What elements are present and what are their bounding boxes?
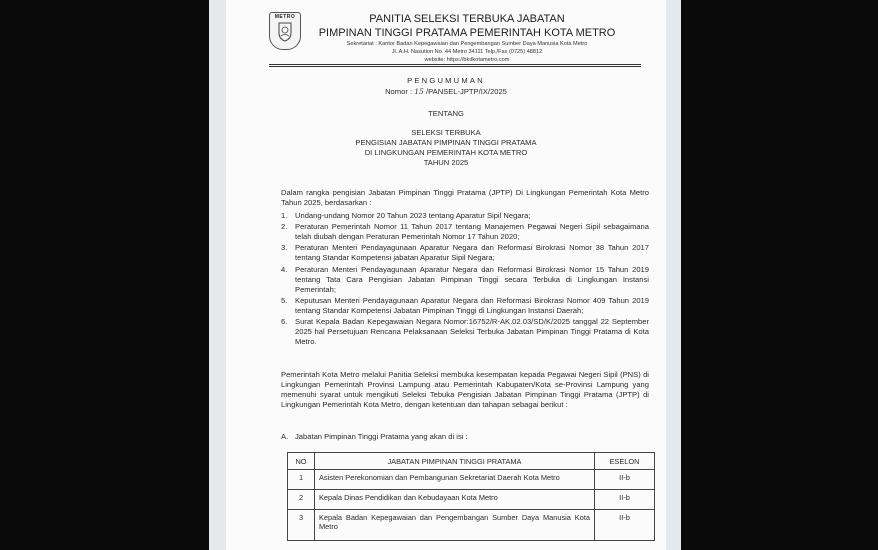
list-item-number: 6. bbox=[281, 316, 288, 326]
cell-position: Kepala Badan Kepegawaian dan Pengembangan Sumber Daya Manusia Kota Metro bbox=[315, 510, 595, 541]
list-item-number: 4. bbox=[281, 264, 288, 274]
column-header-position: JABATAN PIMPINAN TINGGI PRATAMA bbox=[315, 453, 595, 470]
list-item-text: Keputusan Menteri Pendayagunaan Aparatur Negara dan Reformasi Birokrasi Nomor 409 Tahun 2019 tentang Standar Kompetensi Jabatan Pimpinan Tinggi di Lingkungan Instansi Daerah; bbox=[295, 295, 649, 315]
list-item-text: Peraturan Pemerintah Nomor 11 Tahun 2017 tentang Manajemen Pegawai Negeri Sipil sebagaimana telah diubah dengan Peraturan Pemerintah Nomor 17 Tahun 2020; bbox=[295, 222, 649, 242]
table-header-row bbox=[288, 453, 655, 470]
cell-no: 1 bbox=[288, 470, 315, 490]
list-item-number: 3. bbox=[281, 243, 288, 253]
list-item-number: 2. bbox=[281, 222, 288, 232]
announcement-heading: PENGUMUMAN bbox=[407, 76, 485, 85]
list-item-number: 1. bbox=[281, 211, 288, 220]
table-row bbox=[288, 470, 655, 490]
cell-echelon: II-b bbox=[595, 510, 655, 541]
cell-no: 2 bbox=[288, 490, 315, 510]
intro-paragraph: Dalam rangka pengisian Jabatan Pimpinan Tinggi Pratama (JPTP) Di Lingkungan Pemerintah Kota Metro Tahun 2025, berdasarkan : bbox=[281, 188, 649, 207]
table-row bbox=[288, 510, 655, 541]
selection-paragraph: Pemerintah Kota Metro melalui Panitia Seleksi membuka kesempatan kepada Pegawai Negeri Sipil (PNS) di Lingkungan Pemerintah Provinsi Lampung atau Pemerintah Kabupaten/Kota se-Provinsi Lampung yang memenuhi syarat untuk mengikuti Seleksi Tebuka Pengisian Jabatan Pimpinan Tinggi Pratama (JPTP) di Lingkungan Pemerintah Kota Metro, dengan ketentuan dan tahapan sebagai berikut : bbox=[281, 370, 649, 409]
tentang-label: TENTANG bbox=[428, 109, 464, 118]
announcement-number bbox=[226, 87, 666, 96]
list-item bbox=[281, 296, 649, 316]
cell-echelon: II-b bbox=[595, 490, 655, 510]
list-item bbox=[281, 265, 649, 295]
emblem-icon bbox=[278, 22, 292, 42]
list-item-text: Peraturan Menteri Pendayagunaan Aparatur Negara dan Reformasi Birokrasi Nomor 38 Tahun 2017 tentang Standar Kompetensi jabatan Aparatur Sipil Negara; bbox=[295, 243, 649, 263]
website-line: website: https://bkdkotametro.com bbox=[424, 57, 510, 63]
nomor-suffix: /PANSEL-JPTP/IX/2025 bbox=[426, 87, 507, 96]
subject-line: SELEKSI TERBUKA bbox=[411, 128, 481, 137]
cell-no: 3 bbox=[288, 510, 315, 541]
cell-position: Kepala Dinas Pendidikan dan Kebudayaan Kota Metro bbox=[315, 490, 595, 510]
positions-table bbox=[287, 452, 655, 541]
section-a-heading bbox=[281, 432, 468, 441]
list-item bbox=[281, 243, 649, 263]
section-a-text: Jabatan Pimpinan Tinggi Pratama yang akan di isi : bbox=[295, 432, 468, 441]
committee-title: PANITIA SELEKSI TERBUKA JABATAN bbox=[369, 13, 565, 25]
header-divider-thin bbox=[269, 66, 641, 67]
column-header-echelon: ESELON bbox=[595, 453, 655, 470]
list-item bbox=[281, 317, 649, 347]
subject-line: DI LINGKUNGAN PEMERINTAH KOTA METRO bbox=[364, 148, 528, 157]
committee-subtitle: PIMPINAN TINGGI PRATAMA PEMERINTAH KOTA METRO bbox=[318, 27, 616, 39]
list-item-text: Peraturan Menteri Pendayagunaan Aparatur Negara dan Reformasi Birokrasi Nomor 15 Tahun 2019 tentang Tata Cara Pengisian Jabatan Pimpinan Tinggi secara Terbuka di Lingkungan Instansi Pemerintah; bbox=[295, 264, 649, 294]
legal-basis-list bbox=[281, 211, 649, 348]
table-row bbox=[288, 490, 655, 510]
header-divider bbox=[269, 64, 641, 65]
list-item-text: Undang-undang Nomor 20 Tahun 2023 tentang Aparatur Sipil Negara; bbox=[295, 211, 531, 220]
document-page bbox=[226, 0, 666, 550]
nomor-label: Nomor : bbox=[385, 87, 413, 96]
document-canvas[interactable] bbox=[209, 0, 681, 550]
metro-city-logo bbox=[269, 12, 301, 50]
list-item bbox=[281, 211, 649, 221]
logo-text: METRO bbox=[274, 14, 296, 20]
column-header-no: NO bbox=[288, 453, 315, 470]
list-item-number: 5. bbox=[281, 295, 288, 305]
list-item-text: Surat Kepala Badan Kepegawaian Negara Nomor:16752/R-AK.02.03/SD/K/2025 tanggal 22 September 2025 hal Persetujuan Rencana Pelaksanaan Seleksi Terbuka Jabatan Pimpinan Tinggi Pratama di Kota Metro. bbox=[295, 316, 649, 346]
nomor-handwritten: 15 bbox=[414, 87, 424, 96]
cell-position: Asisten Perekonomian dan Pembangunan Sekretariat Daerah Kota Metro bbox=[315, 470, 595, 490]
subject-line: TAHUN 2025 bbox=[423, 158, 469, 167]
cell-echelon: II-b bbox=[595, 470, 655, 490]
address-line: Jl. A.H. Nasution No. 44 Metro 34111 Telp./Fax (0725) 48812 bbox=[391, 49, 543, 55]
list-item bbox=[281, 222, 649, 242]
section-a-letter: A. bbox=[281, 432, 289, 441]
subject-line: PENGISIAN JABATAN PIMPINAN TINGGI PRATAMA bbox=[355, 138, 537, 147]
secretariat-line: Sekretariat : Kantor Badan Kepegawaian dan Pengembangan Sumber Daya Manusia Kota Metro bbox=[346, 41, 588, 47]
